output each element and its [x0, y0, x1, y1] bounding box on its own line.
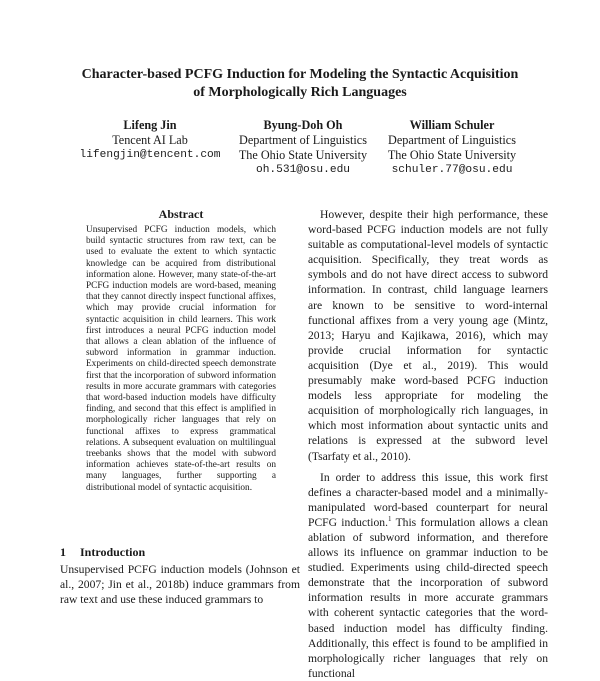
author-1 [70, 118, 230, 163]
abstract-body: Unsupervised PCFG induction models, which build syntactic structures from raw text, can be used to evaluate the extent to which syntactic knowledge can be acquired from distributional information alone. However, many state-of-the-art PCFG induction models are word-based, meaning that they cannot directly inspect functional affixes, which may provide crucial information for syntactic acquisition in child learners. This work first introduces a neural PCFG induction model that allows a clean ablation of the influence of subword information in grammar induction. Experiments on child-directed speech demonstrate first that the incorporation of subword information results in more accurate grammars with categories that word-based induction models have difficulty finding, and second that this effect is amplified in morphologically richer languages that rely on functional affixes to express grammatical relations. A subsequent evaluation on multilingual treebanks shows that the model with subword information achieves state-of-the-art results on many languages, further supporting a distributional model of syntactic acquisition. [86, 225, 276, 493]
author-email: lifengjin@tencent.com [79, 149, 221, 161]
author-affiliation-2: The Ohio State University [238, 148, 368, 162]
footnote-marker: 1 [388, 515, 392, 524]
paper-title [40, 66, 560, 102]
author-name: Lifeng Jin [123, 118, 177, 132]
author-name: William Schuler [409, 118, 495, 132]
section-number: 1 [60, 545, 66, 559]
author-3 [374, 118, 530, 178]
intro-paragraph-2 [308, 470, 548, 681]
author-email: schuler.77@osu.edu [391, 164, 513, 176]
section-heading [60, 546, 145, 559]
author-affiliation-2: The Ohio State University [387, 148, 517, 162]
author-2 [228, 118, 378, 178]
author-affiliation: Tencent AI Lab [112, 133, 188, 147]
intro-right-column [308, 207, 548, 681]
author-name: Byung-Doh Oh [263, 118, 343, 132]
author-email: oh.531@osu.edu [256, 164, 350, 176]
title-line-2: of Morphologically Rich Languages [193, 85, 407, 100]
author-block [0, 118, 600, 178]
intro-paragraph-1: However, despite their high performance, these word-based PCFG induction models are not fully suitable as computational-level models of syntactic acquisition. Specifically, they treat words as symbols and do not have direct access to subword information. In contrast, child language learners are known to be sensitive to word-internal functional affixes from a very young age (Mintz, 2013; Haryu and Kajikawa, 2016), which may provide crucial information for syntactic acquisition (Dye et al., 2019). This would presumably make word-based PCFG induction models less appropriate for modeling the acquisition of morphologically rich languages, in which most information about syntactic units and relations is expressed at the subword level (Tsarfaty et al., 2010). [308, 208, 548, 463]
paragraph-text: In order to address this issue, this work first defines a character-based model and a minimally-manipulated word-based counterpart for neural PCFG induction. [308, 470, 548, 529]
section-title: Introduction [80, 545, 146, 559]
paragraph-text-cont: This formulation allows a clean ablation of subword information, and therefore allows its influence on grammar induction to be studied. Experiments using child-directed speech demonstrate that the incorporation of subword information results in more accurate grammars with coherent syntactic categories that the word-based induction model has difficulty finding. Additionally, this effect is found to be amplified in morphologically richer languages that rely on functional [308, 515, 548, 680]
intro-left-paragraph: Unsupervised PCFG induction models (Johnson et al., 2007; Jin et al., 2018b) induce grammars from raw text and use these induced grammars to [60, 563, 300, 606]
author-affiliation: Department of Linguistics [388, 133, 516, 147]
author-affiliation: Department of Linguistics [239, 133, 367, 147]
title-line-1: Character-based PCFG Induction for Modeling the Syntactic Acquisition [81, 67, 519, 82]
abstract-heading: Abstract [158, 207, 204, 221]
